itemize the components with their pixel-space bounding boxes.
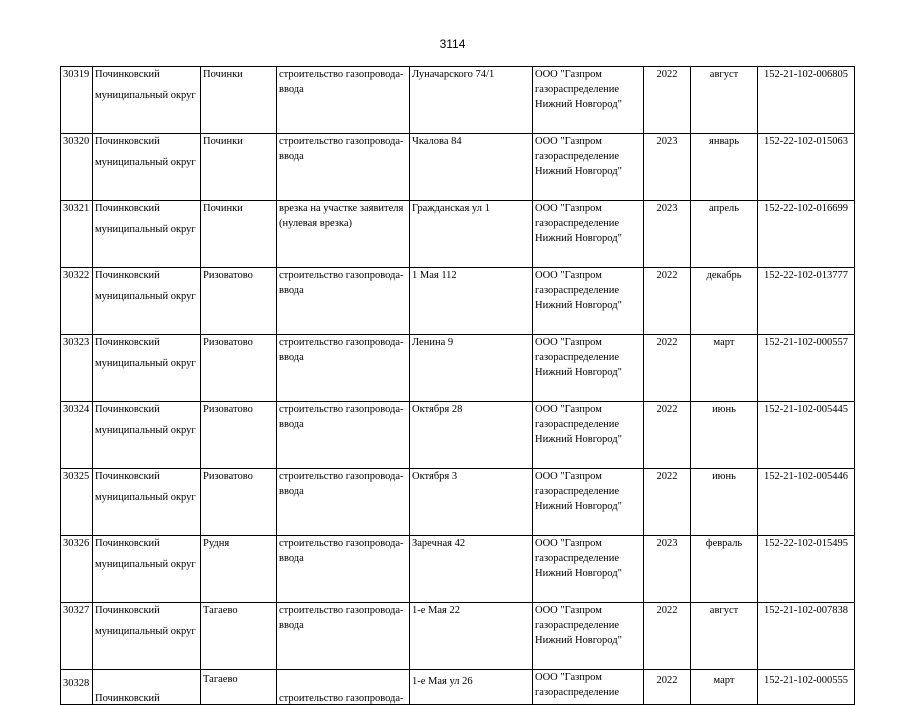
row-number: 30321 — [61, 201, 93, 268]
year-cell: 2022 — [644, 402, 691, 469]
year-cell: 2022 — [644, 67, 691, 134]
work-type-cell — [277, 335, 410, 402]
month-cell: июнь — [691, 469, 758, 536]
district-line1: Починковский — [95, 270, 160, 281]
gasification-registry-table — [60, 66, 855, 705]
settlement-cell: Ризоватово — [201, 402, 277, 469]
table-row-last — [61, 670, 855, 705]
district-line1: Починковский — [95, 605, 160, 616]
org-line3: Нижний Новгород" — [535, 501, 622, 512]
organization-cell — [533, 402, 644, 469]
org-line2: газораспределение — [535, 620, 620, 631]
settlement-cell: Рудня — [201, 536, 277, 603]
row-number: 30327 — [61, 603, 93, 670]
district-line2: муниципальный округ — [95, 157, 196, 168]
work-line1: строительство газопровода- — [279, 337, 404, 348]
org-line1: ООО "Газпром — [535, 672, 602, 683]
organization-cell — [533, 335, 644, 402]
settlement-cell: Ризоватово — [201, 268, 277, 335]
org-line1: ООО "Газпром — [535, 270, 602, 281]
work-type-cell — [277, 201, 410, 268]
table-row — [61, 67, 855, 134]
table-row — [61, 201, 855, 268]
table-row — [61, 603, 855, 670]
district-cell — [93, 603, 201, 670]
address-cell: Луначарского 74/1 — [410, 67, 533, 134]
org-line2: газораспределение — [535, 419, 620, 430]
district-cell — [93, 402, 201, 469]
row-number: 30323 — [61, 335, 93, 402]
work-line1: строительство газопровода- — [279, 605, 404, 616]
district-line1: Починковский — [95, 538, 160, 549]
organization-cell — [533, 603, 644, 670]
org-line1: ООО "Газпром — [535, 471, 602, 482]
work-type-cell — [277, 402, 410, 469]
district-cell — [93, 67, 201, 134]
work-line1: строительство газопровода- — [279, 270, 404, 281]
org-line2: газораспределение — [535, 151, 620, 162]
year-cell: 2022 — [644, 670, 691, 705]
district-line2: муниципальный округ — [95, 559, 196, 570]
organization-cell — [533, 268, 644, 335]
row-number: 30325 — [61, 469, 93, 536]
org-line1: ООО "Газпром — [535, 136, 602, 147]
table-row — [61, 536, 855, 603]
district-line2: муниципальный округ — [95, 291, 196, 302]
work-line1: строительство газопровода- — [279, 471, 404, 482]
settlement-cell: Тагаево — [201, 670, 277, 705]
settlement-cell: Тагаево — [201, 603, 277, 670]
work-line2: ввода — [279, 151, 304, 162]
page-number: 3114 — [439, 37, 466, 51]
organization-cell — [533, 536, 644, 603]
code-cell: 152-21-102-005446 — [758, 469, 855, 536]
work-type-cell — [277, 268, 410, 335]
address-cell: Октября 3 — [410, 469, 533, 536]
org-line3: Нижний Новгород" — [535, 300, 622, 311]
org-line1: ООО "Газпром — [535, 538, 602, 549]
org-line2: газораспределение — [535, 486, 620, 497]
year-cell: 2023 — [644, 201, 691, 268]
address-cell: Чкалова 84 — [410, 134, 533, 201]
work-type-cell — [277, 536, 410, 603]
year-cell: 2023 — [644, 536, 691, 603]
org-line2: газораспределение — [535, 352, 620, 363]
work-line1: строительство газопровода- — [279, 693, 404, 704]
work-line1: строительство газопровода- — [279, 69, 404, 80]
district-line1: Починковский — [95, 337, 160, 348]
organization-cell — [533, 201, 644, 268]
code-cell: 152-21-102-007838 — [758, 603, 855, 670]
work-line2: ввода — [279, 620, 304, 631]
org-line1: ООО "Газпром — [535, 69, 602, 80]
district-line2: муниципальный округ — [95, 626, 196, 637]
settlement-cell: Ризоватово — [201, 469, 277, 536]
settlement-cell: Починки — [201, 67, 277, 134]
code-cell: 152-22-102-015063 — [758, 134, 855, 201]
address-cell: Гражданская ул 1 — [410, 201, 533, 268]
district-line2: муниципальный округ — [95, 358, 196, 369]
address-cell: 1-е Мая 22 — [410, 603, 533, 670]
month-cell: август — [691, 603, 758, 670]
work-type-cell — [277, 603, 410, 670]
org-line2: газораспределение — [535, 218, 620, 229]
work-line1: строительство газопровода- — [279, 404, 404, 415]
table-row — [61, 268, 855, 335]
org-line1: ООО "Газпром — [535, 605, 602, 616]
year-cell: 2022 — [644, 603, 691, 670]
code-cell: 152-22-102-013777 — [758, 268, 855, 335]
table-row — [61, 335, 855, 402]
address-cell: Заречная 42 — [410, 536, 533, 603]
district-line2: муниципальный округ — [95, 224, 196, 235]
code-cell: 152-21-102-000557 — [758, 335, 855, 402]
district-line2: муниципальный округ — [95, 492, 196, 503]
organization-cell — [533, 134, 644, 201]
year-cell: 2022 — [644, 268, 691, 335]
org-line3: Нижний Новгород" — [535, 99, 622, 110]
district-line2: муниципальный округ — [95, 90, 196, 101]
month-cell: апрель — [691, 201, 758, 268]
address-cell: 1-е Мая ул 26 — [410, 670, 533, 705]
org-line2: газораспределение — [535, 553, 620, 564]
code-cell: 152-22-102-015495 — [758, 536, 855, 603]
org-line2: газораспределение — [535, 84, 620, 95]
org-line3: Нижний Новгород" — [535, 635, 622, 646]
district-line1: Починковский — [95, 203, 160, 214]
row-number: 30328 — [61, 670, 93, 705]
district-cell — [93, 335, 201, 402]
org-line1: ООО "Газпром — [535, 203, 602, 214]
month-cell: март — [691, 335, 758, 402]
year-cell: 2023 — [644, 134, 691, 201]
work-line1: строительство газопровода- — [279, 136, 404, 147]
organization-cell — [533, 469, 644, 536]
district-line2: муниципальный округ — [95, 425, 196, 436]
work-type-cell — [277, 67, 410, 134]
year-cell: 2022 — [644, 469, 691, 536]
settlement-cell: Починки — [201, 134, 277, 201]
org-line3: Нижний Новгород" — [535, 568, 622, 579]
org-line1: ООО "Газпром — [535, 337, 602, 348]
table-row — [61, 469, 855, 536]
row-number: 30319 — [61, 67, 93, 134]
org-line1: ООО "Газпром — [535, 404, 602, 415]
district-cell — [93, 670, 201, 705]
org-line2: газораспределение — [535, 687, 620, 698]
district-cell — [93, 536, 201, 603]
work-line1: строительство газопровода- — [279, 538, 404, 549]
org-line3: Нижний Новгород" — [535, 166, 622, 177]
work-type-cell — [277, 134, 410, 201]
district-cell — [93, 134, 201, 201]
address-cell: Ленина 9 — [410, 335, 533, 402]
organization-cell — [533, 670, 644, 705]
row-number: 30322 — [61, 268, 93, 335]
district-line1: Починковский — [95, 136, 160, 147]
address-cell: Октября 28 — [410, 402, 533, 469]
settlement-cell: Ризоватово — [201, 335, 277, 402]
row-number: 30326 — [61, 536, 93, 603]
year-cell: 2022 — [644, 335, 691, 402]
month-cell: декабрь — [691, 268, 758, 335]
work-line2: ввода — [279, 419, 304, 430]
settlement-cell: Починки — [201, 201, 277, 268]
district-line1: Починковский — [95, 69, 160, 80]
month-cell: февраль — [691, 536, 758, 603]
code-cell: 152-21-102-005445 — [758, 402, 855, 469]
org-line3: Нижний Новгород" — [535, 233, 622, 244]
district-cell — [93, 469, 201, 536]
district-line1: Починковский — [95, 404, 160, 415]
work-line2: ввода — [279, 84, 304, 95]
work-type-cell — [277, 469, 410, 536]
work-line2: (нулевая врезка) — [279, 218, 352, 229]
address-cell: 1 Мая 112 — [410, 268, 533, 335]
work-line2: ввода — [279, 285, 304, 296]
district-line1: Починковский — [95, 471, 160, 482]
month-cell: январь — [691, 134, 758, 201]
work-line2: ввода — [279, 486, 304, 497]
table-row — [61, 134, 855, 201]
work-line2: ввода — [279, 352, 304, 363]
month-cell: август — [691, 67, 758, 134]
district-cell — [93, 268, 201, 335]
registry-table-body — [61, 67, 855, 705]
district-line1: Починковский — [95, 693, 160, 704]
work-line1: врезка на участке заявителя — [279, 203, 404, 214]
code-cell: 152-21-102-000555 — [758, 670, 855, 705]
work-type-cell — [277, 670, 410, 705]
table-row — [61, 402, 855, 469]
org-line2: газораспределение — [535, 285, 620, 296]
row-number: 30320 — [61, 134, 93, 201]
org-line3: Нижний Новгород" — [535, 434, 622, 445]
month-cell: июнь — [691, 402, 758, 469]
code-cell: 152-21-102-006805 — [758, 67, 855, 134]
work-line2: ввода — [279, 553, 304, 564]
code-cell: 152-22-102-016699 — [758, 201, 855, 268]
month-cell: март — [691, 670, 758, 705]
organization-cell — [533, 67, 644, 134]
row-number: 30324 — [61, 402, 93, 469]
org-line3: Нижний Новгород" — [535, 367, 622, 378]
district-cell — [93, 201, 201, 268]
